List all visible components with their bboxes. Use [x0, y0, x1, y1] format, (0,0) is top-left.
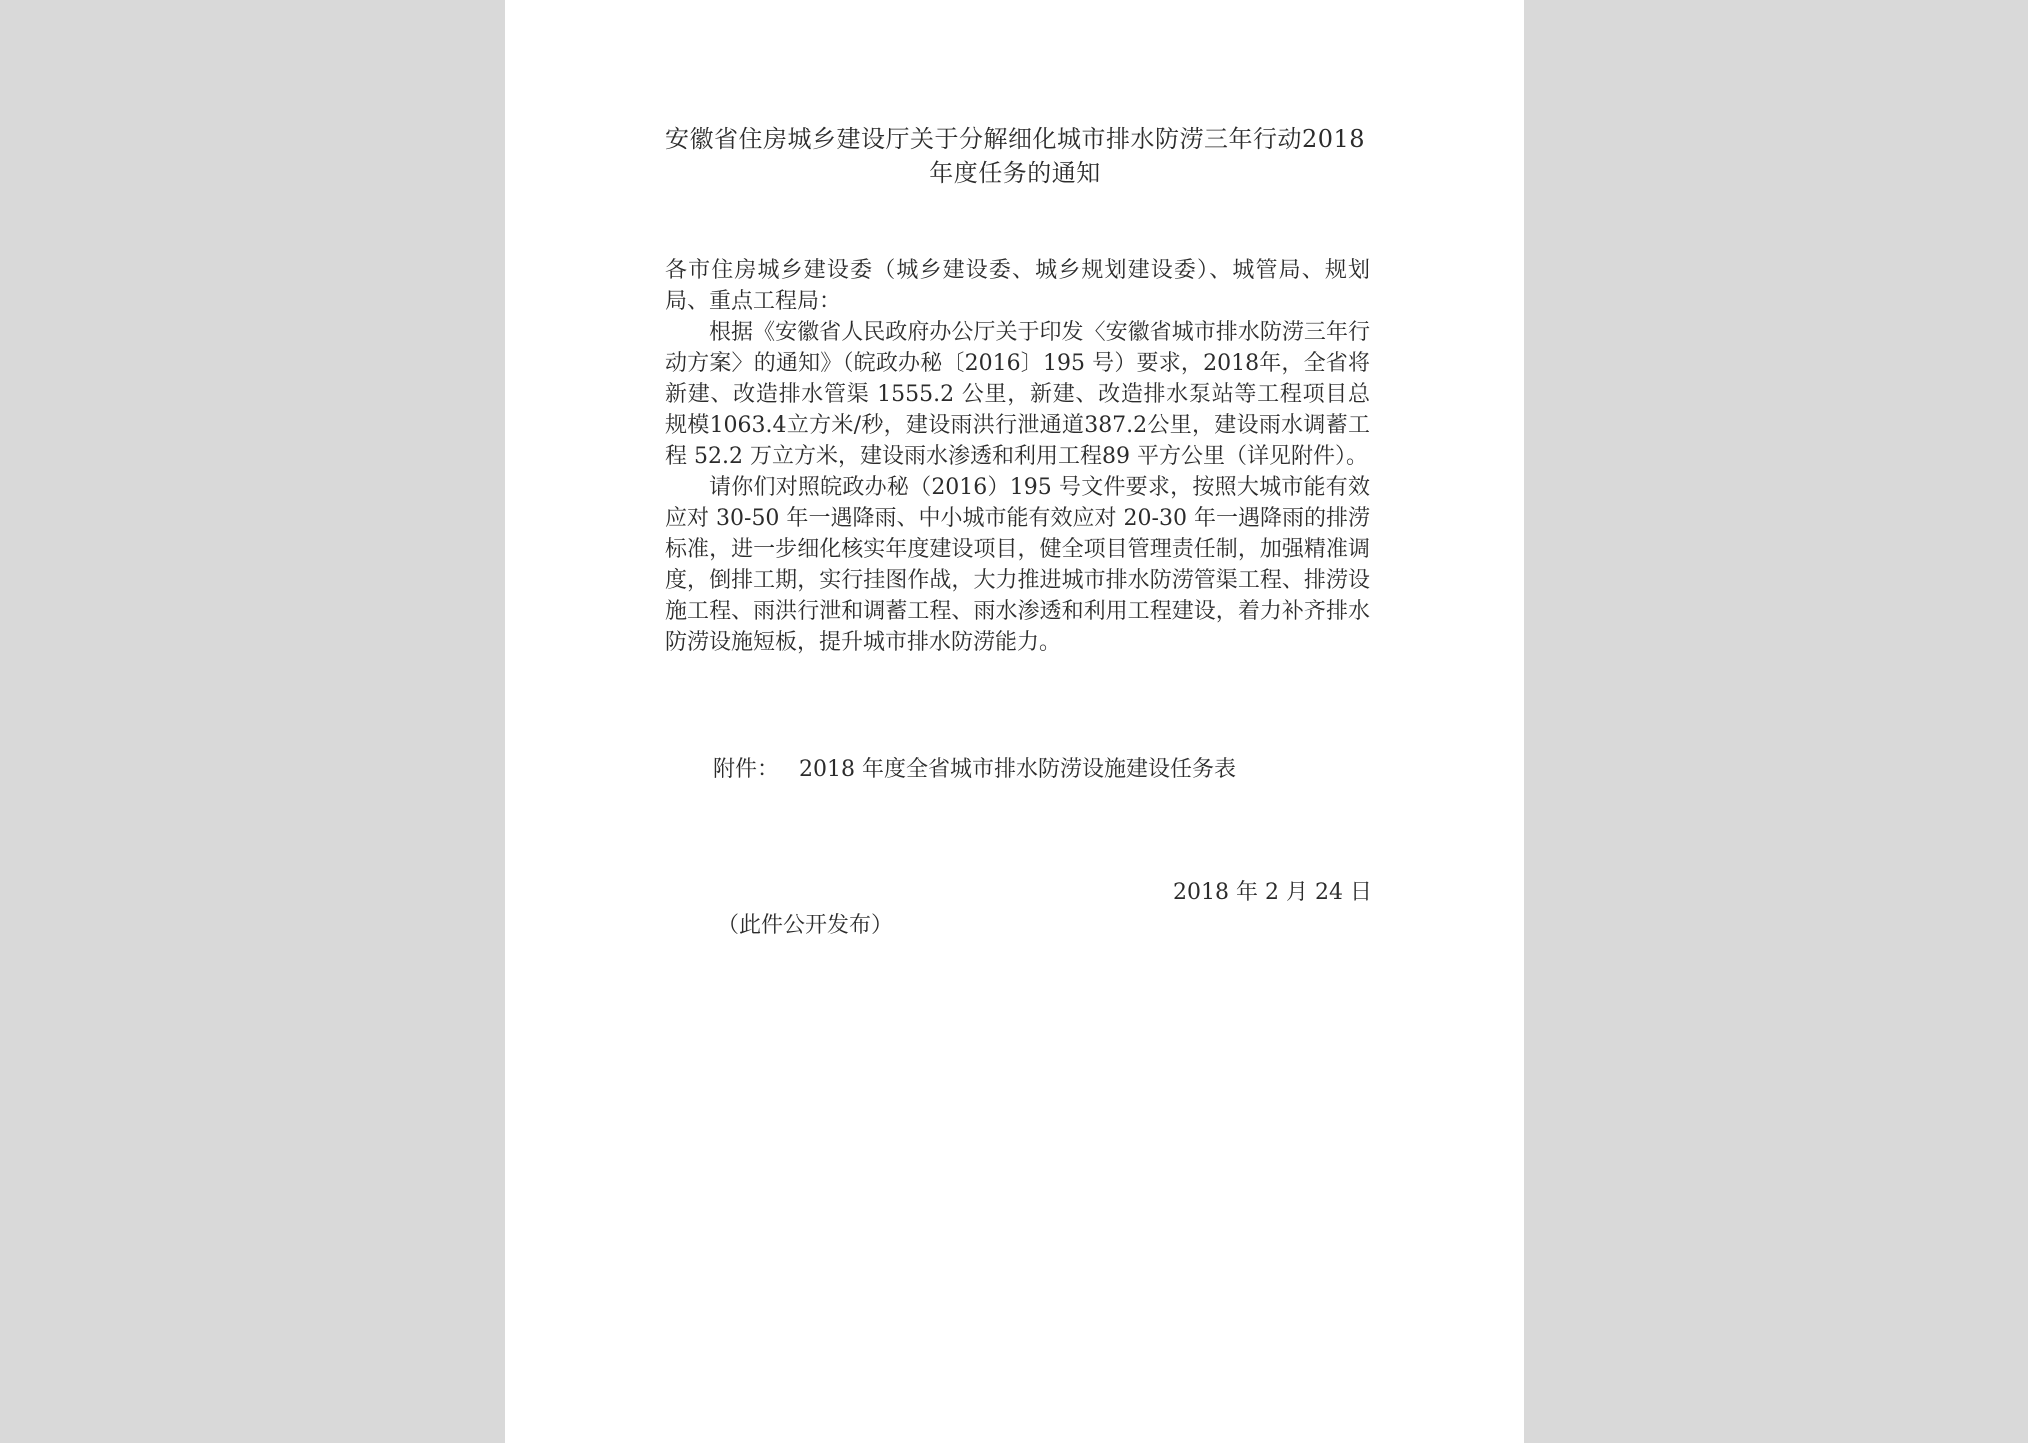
issue-date: 2018 年 2 月 24 日: [1173, 880, 1372, 905]
document-body: [665, 255, 1370, 658]
body-paragraph-1: 根据《安徽省人民政府办公厅关于印发〈安徽省城市排水防涝三年行动方案〉的通知》（皖政办秘〔2016〕195 号）要求，2018年，全省将新建、改造排水管渠 1555.2 公里，新建、改造排水泵站等工程项目总规模1063.4立方米/秒，建设雨洪行泄通道387.2公里，建设雨水调蓄工程 52.2 万立方米，建设雨水渗透和利用工程89 平方公里（详见附件）。: [665, 320, 1370, 469]
body-paragraph-2: 请你们对照皖政办秘（2016）195 号文件要求，按照大城市能有效应对 30-50 年一遇降雨、中小城市能有效应对 20-30 年一遇降雨的排涝标准，进一步细化核实年度建设项目，健全项目管理责任制，加强精准调度，倒排工期，实行挂图作战，大力推进城市排水防涝管渠工程、排涝设施工程、雨洪行泄和调蓄工程、雨水渗透和利用工程建设，着力补齐排水防涝设施短板，提升城市排水防涝能力。: [665, 475, 1370, 655]
addressee-line: 各市住房城乡建设委（城乡建设委、城乡规划建设委）、城管局、规划局、重点工程局：: [665, 258, 1370, 314]
attachment-name: 2018 年度全省城市排水防涝设施建设任务表: [799, 757, 1236, 782]
document-page: [505, 0, 1524, 1443]
publication-note: （此件公开发布）: [717, 913, 894, 938]
document-title: 安徽省住房城乡建设厅关于分解细化城市排水防涝三年行动2018年度任务的通知: [664, 125, 1366, 187]
attachment-label: 附件：: [713, 757, 780, 782]
attachment-line: [713, 754, 1236, 785]
